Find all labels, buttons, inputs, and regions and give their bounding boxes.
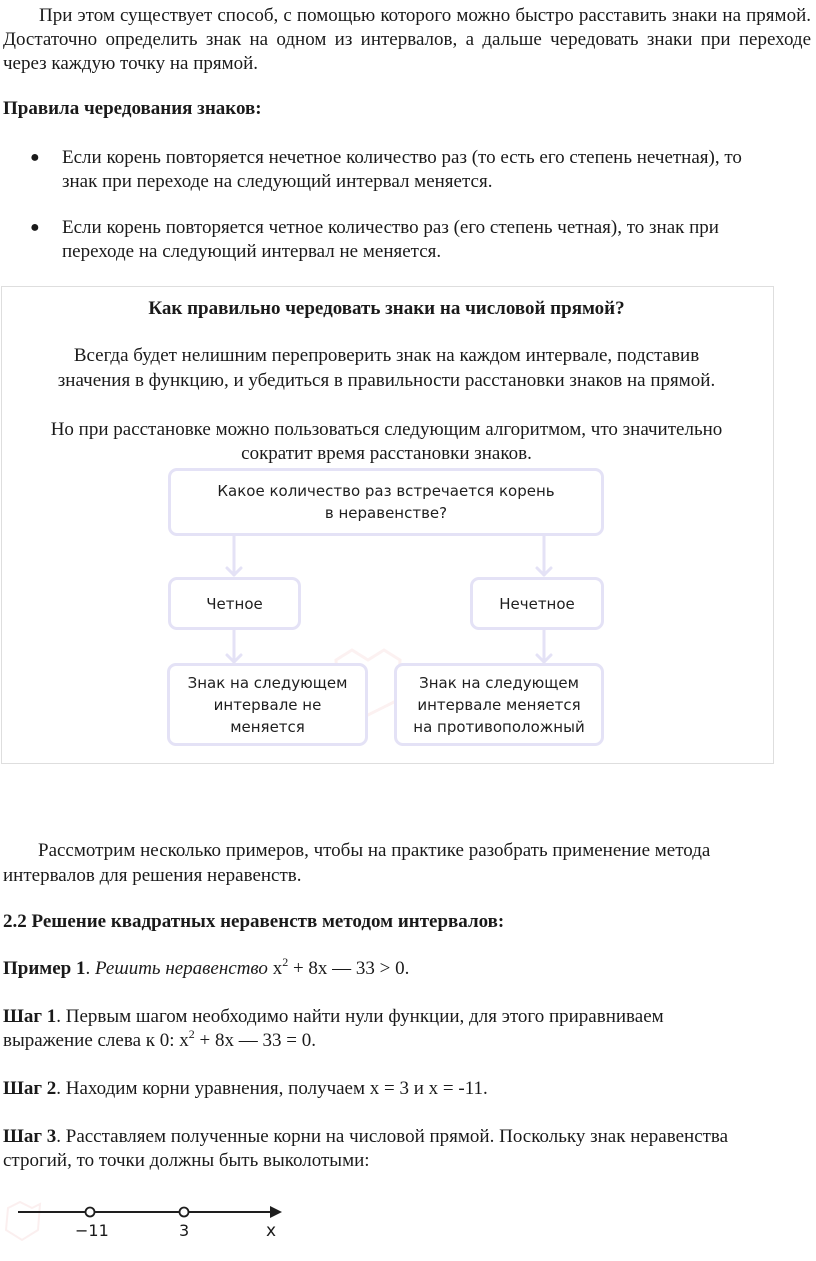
example-1-exp: 2 [282, 954, 289, 969]
flowchart-question-line-2: в неравенстве? [324, 504, 448, 522]
flowchart-even-label: Четное [206, 594, 263, 613]
number-line-point-open [180, 1208, 189, 1217]
step-1-exp: 2 [188, 1026, 195, 1041]
step-1-line-2 [3, 1026, 316, 1053]
flowchart-odd-result [394, 663, 604, 746]
flowchart-even-result-line-1: Знак на следующем [187, 673, 348, 692]
example-1-task: Решить неравенство [95, 958, 268, 979]
intro-paragraph: При этом существует способ, с помощью которого можно быстро расставить знаки на прямой. Достаточно определить знак на одном из интервалов, а дальше чередовать знаки при переходе через каждую точку на прямой. [3, 5, 811, 74]
number-line-label-x: x [266, 1221, 277, 1241]
example-1-label: Пример 1 [3, 958, 86, 979]
rules-heading: Правила чередования знаков: [3, 98, 262, 119]
examples-intro-line-2: интервалов для решения неравенств. [3, 865, 302, 886]
step-2-text: . Находим корни уравнения, получаем x = 3 и x = -11. [56, 1078, 488, 1099]
step-3-line-2: строгий, то точки должны быть выколотыми: [3, 1150, 370, 1171]
number-line [0, 1190, 300, 1250]
flowchart-even-result-line-3: меняется [230, 717, 305, 736]
step-1-line-2b: + 8x — 33 = 0. [199, 1030, 316, 1051]
info-box-title: Как правильно чередовать знаки на числовой прямой? [148, 298, 625, 319]
step-1-line-1 [3, 1005, 664, 1029]
number-line-point-open [86, 1208, 95, 1217]
step-1-label: Шаг 1 [3, 1006, 57, 1027]
flowchart-even-result [167, 663, 368, 746]
number-line-label-minus-11: −11 [75, 1221, 109, 1240]
rule-1-line-1: Если корень повторяется нечетное количество раз (то есть его степень нечетная), то [62, 147, 742, 168]
watermark-icon [6, 1202, 40, 1240]
info-box-text-2-line-1: Но при расстановке можно пользоваться следующим алгоритмом, что значительно [50, 419, 723, 440]
example-1-expr-a: x [272, 958, 283, 979]
flowchart-odd-result-line-3: на противоположный [413, 717, 585, 736]
bullet-icon: ● [30, 219, 40, 236]
rule-2-line-2: переходе на следующий интервал не меняется. [62, 241, 442, 262]
flowchart-question-line-1: Какое количество раз встречается корень [217, 482, 555, 500]
number-line-label-3: 3 [179, 1221, 190, 1240]
step-3-text: . Расставляем полученные корни на числовой прямой. Поскольку знак неравенства [56, 1126, 729, 1147]
step-1-text: . Первым шагом необходимо найти нули функции, для этого приравниваем [56, 1006, 664, 1027]
section-heading: 2.2 Решение квадратных неравенств методом интервалов: [3, 911, 505, 932]
rule-2-line-1: Если корень повторяется четное количество раз (его степень четная), то знак при [62, 217, 719, 238]
number-line-arrow [270, 1206, 282, 1218]
info-box-text-2-line-2: сократит время расстановки знаков. [241, 443, 532, 464]
flowchart-question [168, 468, 604, 536]
example-1 [3, 954, 410, 981]
flowchart-even [168, 577, 301, 630]
bullet-icon: ● [30, 149, 40, 166]
examples-intro-line-1: Рассмотрим несколько примеров, чтобы на практике разобрать применение метода [38, 840, 711, 861]
step-1-line-2a: выражение слева к 0: x [3, 1030, 189, 1051]
rule-1-line-2: знак при переходе на следующий интервал меняется. [62, 171, 493, 192]
flowchart-odd [470, 577, 604, 630]
step-3-line-1 [3, 1125, 728, 1149]
info-box-text-1-line-2: значения в функцию, и убедиться в правильности расстановки знаков на прямой. [57, 370, 716, 391]
info-box-text-1-line-1: Всегда будет нелишним перепроверить знак на каждом интервале, подставив [73, 345, 700, 366]
flowchart-odd-label: Нечетное [499, 594, 575, 613]
example-1-expr-b: + 8x — 33 > 0. [292, 958, 410, 979]
example-1-dot: . [85, 958, 91, 979]
step-2-label: Шаг 2 [3, 1078, 57, 1099]
flowchart-odd-result-line-1: Знак на следующем [419, 673, 579, 692]
flowchart-even-result-line-2: интервале не [213, 695, 322, 714]
flowchart-odd-result-line-2: интервале меняется [417, 695, 581, 714]
step-2 [3, 1077, 488, 1101]
step-3-label: Шаг 3 [3, 1126, 57, 1147]
